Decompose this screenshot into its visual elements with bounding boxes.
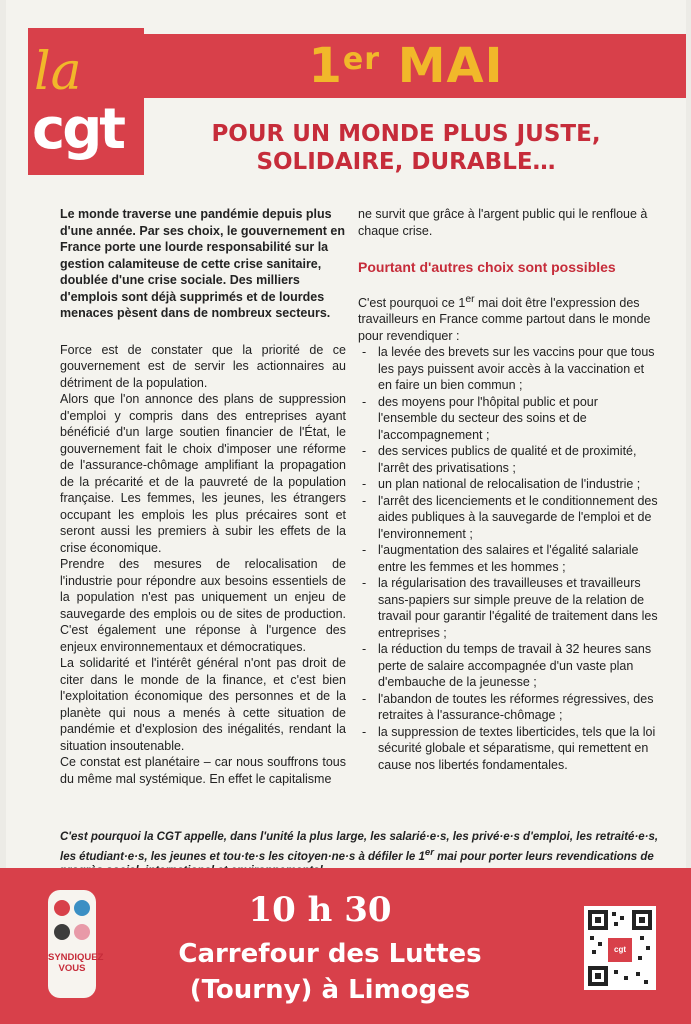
paragraph: Prendre des mesures de relocalisation de l'industrie pour répondre aux besoins essentiels de la population n'est pas uniquement un enjeu de sauvegarde des emplois ou de sites de production. C'est également une réponse à l'urgence des enjeux environnementaux et démocratiques. <box>60 557 346 654</box>
page-subtitle <box>156 120 656 176</box>
intro-superscript: er <box>465 293 475 305</box>
list-item: - la réduction du temps de travail à 32 heures sans perte de salaire accompagnée d'un vaste plan d'embauche de la jeunesse ; <box>358 641 658 691</box>
person-icon <box>74 900 90 916</box>
lead-paragraph: Le monde traverse une pandémie depuis plus d'une année. Par ses choix, le gouvernement en France porte une lourde responsabilité sur la gestion calamiteuse de cette crise sanitaire, doublée d'une crise sociale. Des milliers d'emplois sont déjà supprimés et de lourdes menaces pèsent dans de nombreux secteurs. <box>60 207 346 320</box>
list-item: - un plan national de relocalisation de l'industrie ; <box>358 476 658 493</box>
continuation-paragraph: ne survit que grâce à l'argent public qui le renfloue à chaque crise. <box>358 207 648 238</box>
date-month: MAI <box>397 38 504 94</box>
badge-line-2: VOUS <box>58 963 86 974</box>
person-icon <box>54 900 70 916</box>
syndiquez-badge <box>48 890 104 998</box>
paragraph: La solidarité et l'intérêt général n'ont pas droit de citer dans le monde de la finance, et c'est bien l'exploitation économique des personnes et de la planète qui nous a menés à cette situation de pandémie et d'explosion des inégalités, rendant la situation insoutenable. <box>60 656 346 753</box>
section-heading: Pourtant d'autres choix sont possibles <box>358 259 616 275</box>
closing-before: C'est pourquoi la CGT appelle, dans l'unité la plus large, les salarié·e·s, les privé·e·s d'emploi, les retraité·e·s, les étudiant·e·s, les jeunes et tou·te·s les citoyen·ne·s à défiler le 1 <box>60 830 659 863</box>
demands-list <box>358 344 658 773</box>
paragraph: Alors que l'on annonce des plans de suppression d'emploi y compris dans des entreprises ayant bénéficié d'un large soutien financier de l'État, le gouvernement fait le choix d'imposer une réforme de l'assurance-chômage amplifiant la propagation de la précarité et de la pauvreté de la population française. Les femmes, les jeunes, les étrangers occupant les emplois les plus précaires sont et seront aussi les premiers à subir les effets de la crise économique. <box>60 392 346 555</box>
list-item: - l'augmentation des salaires et l'égalité salariale entre les femmes et les hommes ; <box>358 542 658 575</box>
person-icon <box>54 924 70 940</box>
list-item: - la suppression de textes liberticides, tels que la loi sécurité globale et séparatisme, qui remettent en cause nos libertés fondamentales. <box>358 724 658 774</box>
event-place <box>120 936 540 1008</box>
subtitle-line-1: POUR UN MONDE PLUS JUSTE, <box>211 121 601 147</box>
intro-before: C'est pourquoi ce 1 <box>358 295 466 310</box>
logo-cgt: cgt <box>32 97 124 162</box>
event-time: 10 h 30 <box>248 890 392 930</box>
cgt-logo <box>28 28 144 175</box>
place-line-2: (Tourny) à Limoges <box>189 975 471 1005</box>
left-body <box>60 342 346 788</box>
intro-paragraph <box>358 292 658 345</box>
list-item: - des services publics de qualité et de proximité, l'arrêt des privatisations ; <box>358 443 658 476</box>
list-item: - la régularisation des travailleuses et travailleurs sans-papiers sur simple preuve de la relation de travail pour garantir l'égalité de traitement dans les entreprises ; <box>358 575 658 641</box>
qr-code[interactable] <box>584 906 656 990</box>
badge-line-1: SYNDIQUEZ <box>48 952 104 963</box>
qr-logo: cgt <box>608 938 632 962</box>
list-item: - des moyens pour l'hôpital public et pour l'ensemble du secteur des soins et de l'accompagnement ; <box>358 394 658 444</box>
person-icon <box>74 924 90 940</box>
date-superscript: er <box>342 42 381 77</box>
closing-after: mai pour porter leurs revendications de <box>437 850 654 863</box>
list-item: - la levée des brevets sur les vaccins pour que tous les pays puissent avoir accès à la vaccination et en faire un bien commun ; <box>358 344 658 394</box>
right-column <box>358 206 658 773</box>
logo-la: la <box>34 42 82 102</box>
date-number: 1 <box>308 38 343 94</box>
paragraph: Ce constat est planétaire – car nous souffrons tous du même mal systémique. En effet le capitalisme <box>60 755 346 786</box>
left-column <box>60 206 346 787</box>
badge-text <box>48 952 104 974</box>
subtitle-line-2: SOLIDAIRE, DURABLE… <box>256 149 556 175</box>
place-line-1: Carrefour des Luttes <box>178 939 482 969</box>
date-title <box>241 26 571 106</box>
intro-after: mai doit être l'expression des travailleurs en France comme partout dans le monde pour revendiquer : <box>358 295 651 343</box>
paragraph: Force est de constater que la priorité de ce gouvernement est de servir les actionnaires au détriment de la population. <box>60 342 346 390</box>
list-item: - l'abandon de toutes les réformes régressives, des retraites à l'assurance-chômage ; <box>358 691 658 724</box>
list-item: - l'arrêt des licenciements et le conditionnement des aides publiques à la sauvegarde de l'emploi et de l'environnement ; <box>358 493 658 543</box>
closing-superscript: er <box>424 846 434 858</box>
